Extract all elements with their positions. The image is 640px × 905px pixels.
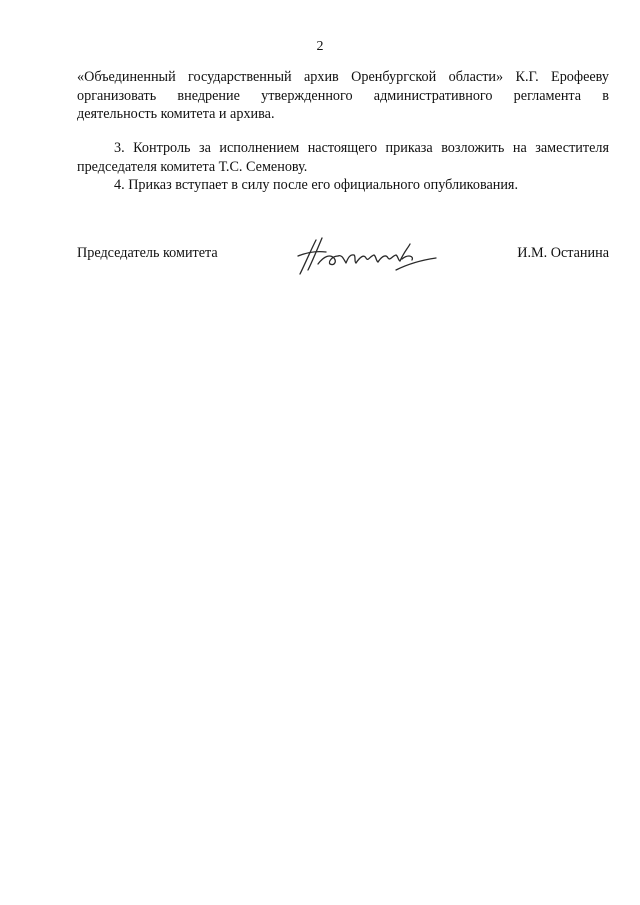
page-number: 2 — [316, 39, 324, 54]
paragraph-line: «Объединенный государственный архив Оренбургской области» К.Г. Ерофееву — [77, 69, 609, 85]
paragraph-line: 3. Контроль за исполнением настоящего приказа возложить на заместителя — [114, 140, 609, 156]
paragraph-item-3 — [77, 139, 609, 176]
handwritten-signature-icon — [290, 230, 440, 280]
paragraph-continuation — [77, 68, 609, 124]
paragraph-line: деятельность комитета и архива. — [77, 106, 275, 122]
signer-title: Председатель комитета — [77, 245, 218, 261]
paragraph-line: председателя комитета Т.С. Семенову. — [77, 158, 308, 175]
paragraph-line: организовать внедрение утвержденного административного регламента в — [77, 87, 609, 104]
signature-block — [77, 236, 609, 286]
paragraph-item-4: 4. Приказ вступает в силу после его официального опубликования. — [114, 177, 519, 193]
signer-name: И.М. Останина — [517, 245, 609, 261]
